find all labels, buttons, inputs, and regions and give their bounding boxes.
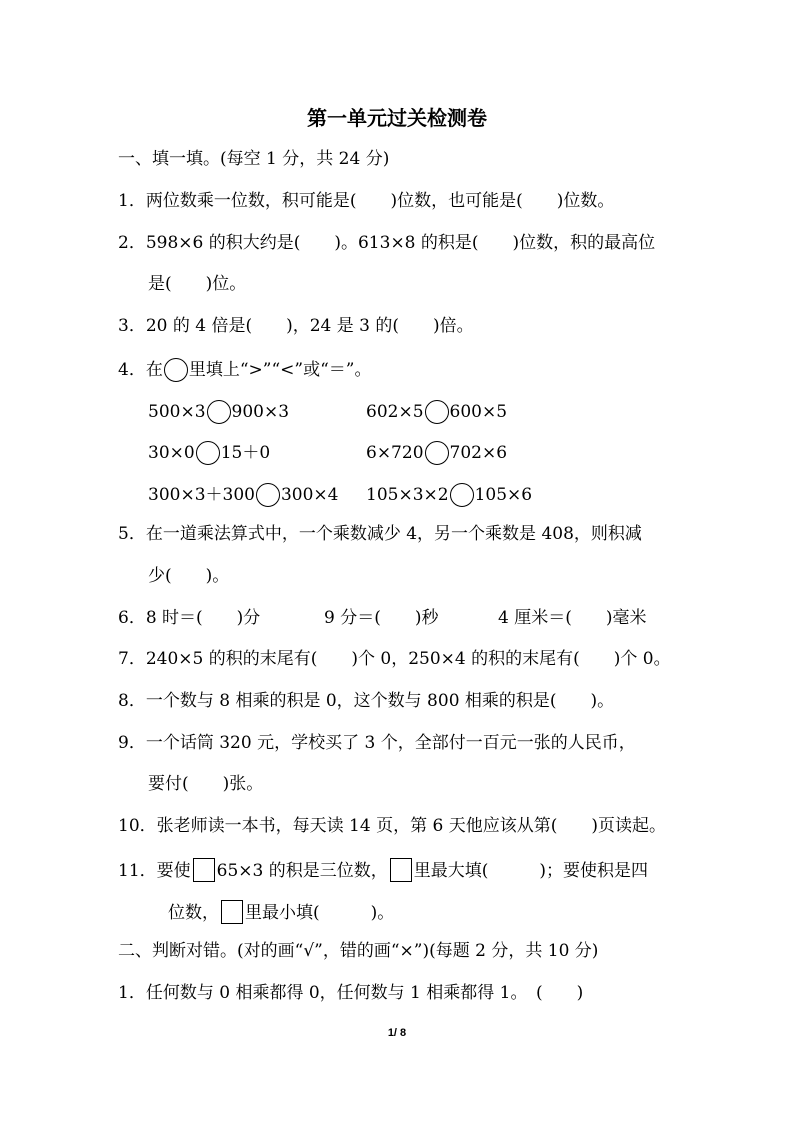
answer-circle[interactable] (196, 441, 220, 465)
answer-circle[interactable] (207, 400, 231, 424)
question-7: 7．240×5 的积的末尾有( )个 0，250×4 的积的末尾有( )个 0。 (118, 649, 671, 669)
question-1: 1．两位数乘一位数，积可能是( )位数，也可能是( )位数。 (118, 191, 615, 211)
question-11-text: 11．要使 (118, 861, 191, 881)
compare-left: 300×3＋300 (148, 485, 255, 505)
compare-left: 6×720 (366, 443, 424, 463)
page-number: 1/ 8 (387, 1027, 407, 1039)
question-6-part-b: 9 分＝( )秒 (324, 608, 439, 628)
compare-left: 500×3 (148, 402, 206, 422)
compare-right: 300×4 (280, 485, 339, 505)
compare-left: 105×3×2 (366, 485, 449, 505)
question-3: 3．20 的 4 倍是( )，24 是 3 的( )倍。 (118, 316, 474, 336)
answer-box[interactable] (390, 858, 412, 882)
answer-circle[interactable] (425, 441, 449, 465)
question-4 (118, 358, 371, 382)
question-11-line-2 (168, 900, 394, 925)
compare-item-6 (366, 483, 532, 507)
question-2-line-1: 2．598×6 的积大约是( )。613×8 的积是( )位数，积的最高位 (118, 233, 656, 253)
question-11-text: 65×3 的积是三位数， (216, 861, 388, 881)
compare-right: 15＋0 (220, 443, 271, 463)
question-11-text: 位数， (168, 903, 219, 923)
question-4-prefix: 4．在 (118, 360, 163, 380)
section-2-heading: 二、判断对错。(对的画“√”，错的画“×”)(每题 2 分，共 10 分) (118, 941, 599, 961)
question-11-text: 里最大填( )；要使积是四 (413, 861, 649, 881)
question-9-line-1: 9．一个话筒 320 元，学校买了 3 个，全部付一百元一张的人民币， (118, 733, 636, 753)
compare-item-1 (148, 400, 289, 424)
question-2-line-2: 是( )位。 (148, 274, 247, 294)
blank-circle (164, 358, 188, 382)
question-4-suffix: 里填上“>”“<”或“＝”。 (188, 360, 372, 380)
judgment-1: 1．任何数与 0 相乘都得 0，任何数与 1 相乘都得 1。 ( ) (118, 983, 584, 1003)
answer-circle[interactable] (450, 483, 474, 507)
compare-right: 105×6 (474, 485, 533, 505)
compare-right: 900×3 (231, 402, 290, 422)
compare-item-5 (148, 483, 338, 507)
compare-right: 702×6 (449, 443, 508, 463)
section-1-heading: 一、填一填。(每空 1 分，共 24 分) (118, 149, 390, 169)
compare-item-2 (366, 400, 507, 424)
question-6-part-c: 4 厘米＝( )毫米 (498, 608, 647, 628)
compare-item-4 (366, 441, 507, 465)
question-5-line-2: 少( )。 (148, 566, 230, 586)
compare-right: 600×5 (449, 402, 508, 422)
compare-item-3 (148, 441, 270, 465)
question-5-line-1: 5．在一道乘法算式中，一个乘数减少 4，另一个乘数是 408，则积减 (118, 524, 642, 544)
question-8: 8．一个数与 8 相乘的积是 0，这个数与 800 相乘的积是( )。 (118, 691, 615, 711)
question-10: 10．张老师读一本书，每天读 14 页，第 6 天他应该从第( )页读起。 (118, 816, 666, 836)
question-6-part-a: 6．8 时＝( )分 (118, 608, 261, 628)
answer-circle[interactable] (256, 483, 280, 507)
question-11-text: 里最小填( )。 (245, 903, 395, 923)
page-title: 第一单元过关检测卷 (307, 106, 487, 130)
question-11-line-1 (118, 858, 648, 883)
answer-box[interactable] (193, 858, 215, 882)
answer-box[interactable] (221, 900, 243, 924)
compare-left: 30×0 (148, 443, 195, 463)
answer-circle[interactable] (425, 400, 449, 424)
question-9-line-2: 要付( )张。 (148, 774, 264, 794)
compare-left: 602×5 (366, 402, 424, 422)
